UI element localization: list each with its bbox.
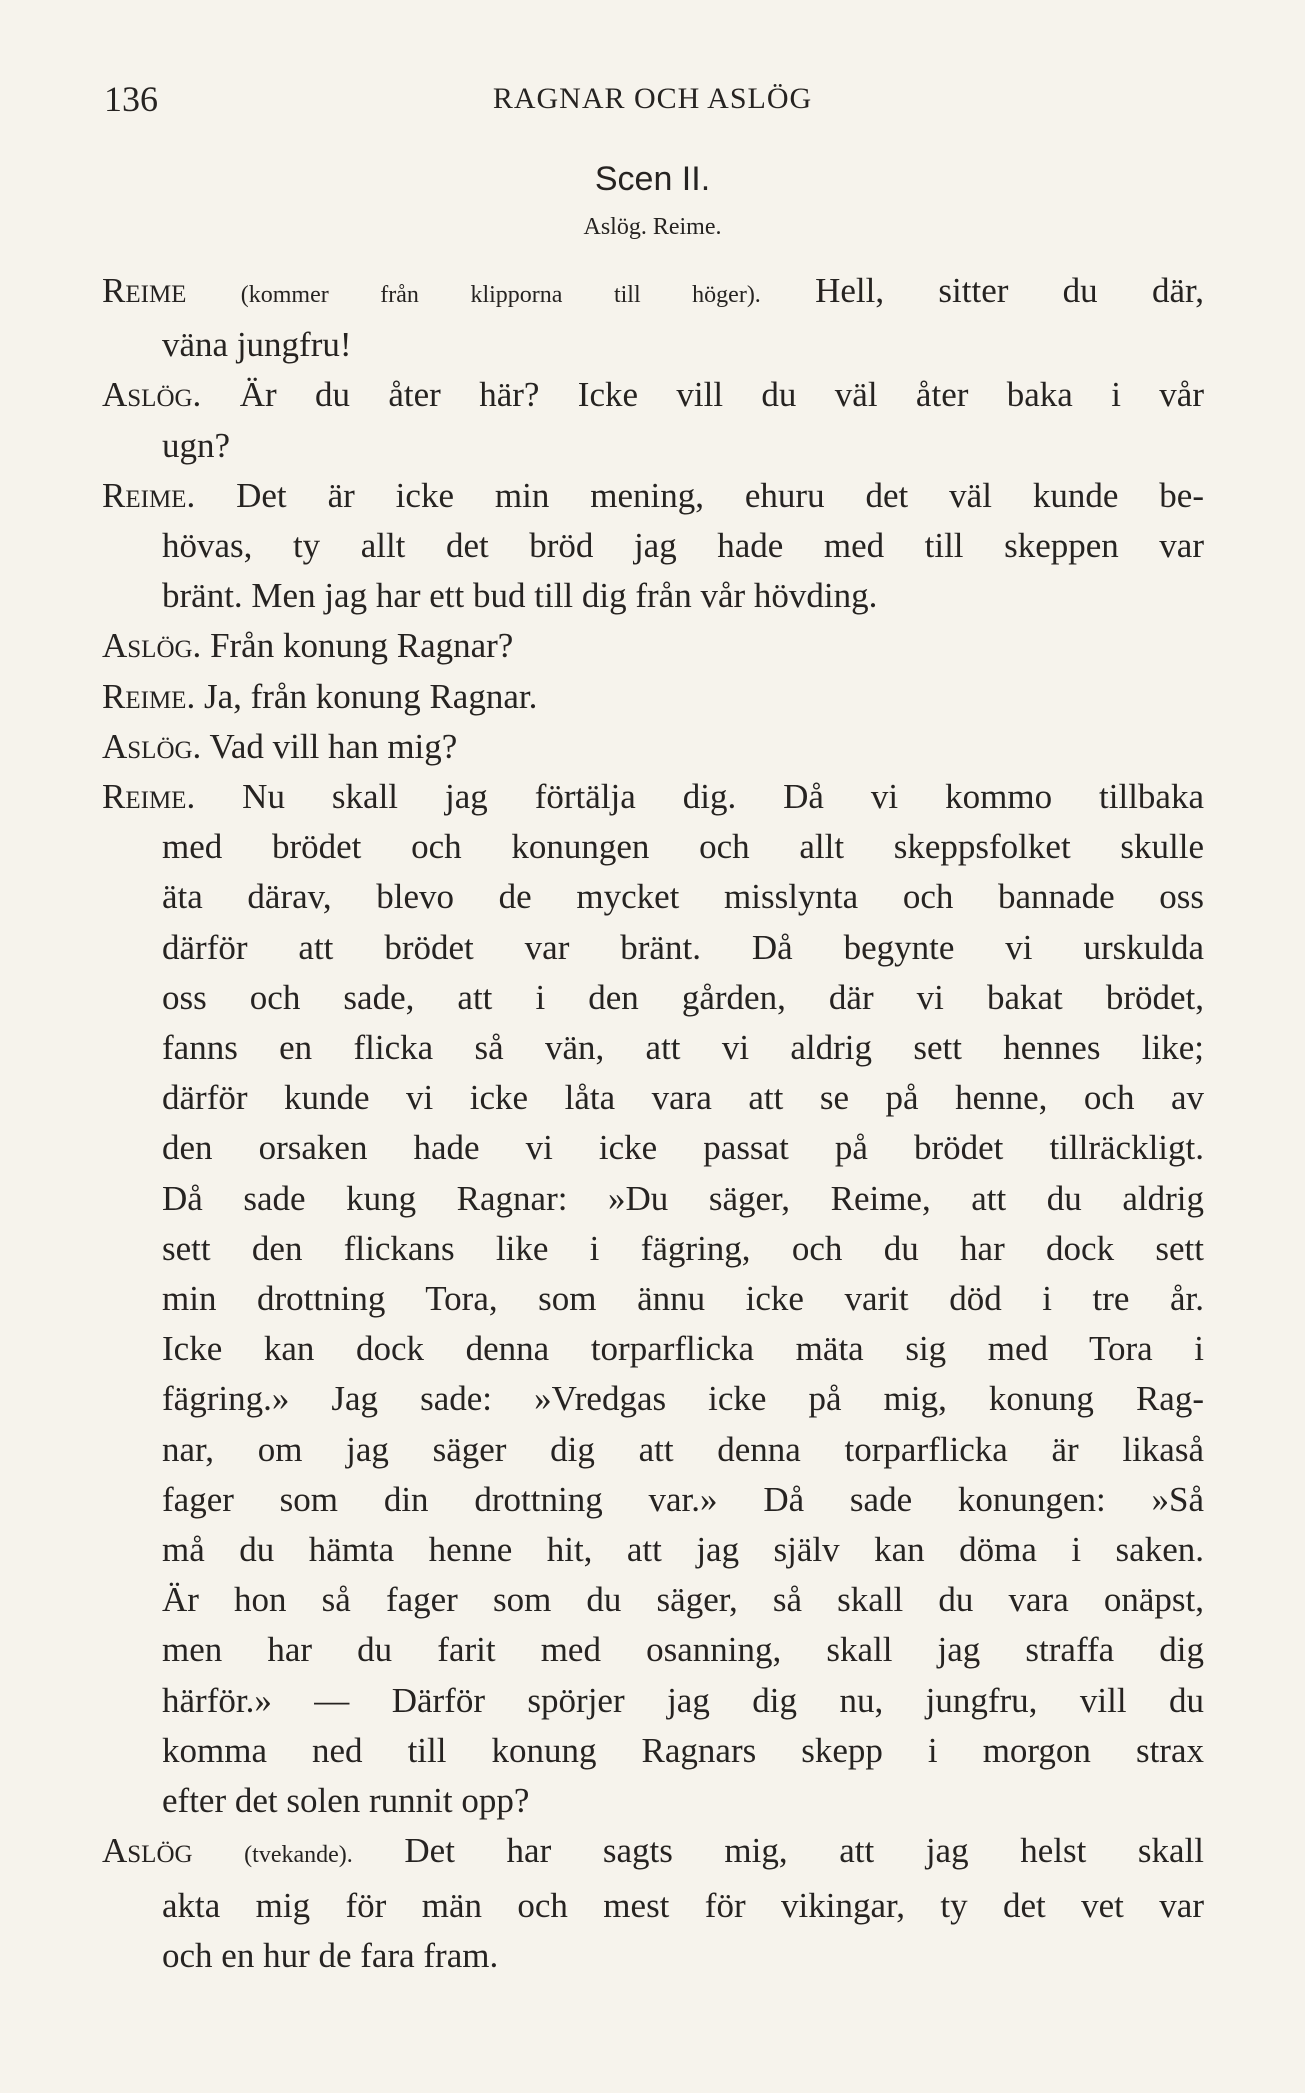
stage-direction: (kommer från klipporna till höger). (240, 282, 761, 308)
speech-text: Från konung Ragnar? (210, 626, 514, 666)
speech-text: efter det solen runnit opp? (162, 1781, 530, 1821)
speech-line (102, 1676, 1204, 1726)
speech-line (102, 923, 1204, 973)
speech-text: Är hon så fager som du säger, så skall du vara onäpst, (162, 1580, 1204, 1620)
speech-text: Icke kan dock denna torparflicka mäta sig med Tora i (162, 1329, 1204, 1369)
speech-line (102, 521, 1204, 571)
speech (102, 1826, 1204, 1981)
speech (102, 722, 1204, 772)
speech-line (102, 1776, 1204, 1826)
running-title: RAGNAR OCH ASLÖG (492, 82, 813, 115)
speech-line (102, 1324, 1204, 1374)
speech-text: men har du farit med osanning, skall jag straffa dig (162, 1630, 1204, 1670)
speech-text: hövas, ty allt det bröd jag hade med till skeppen var (162, 526, 1204, 566)
speaker-name: Reime. (102, 475, 196, 515)
speech-line (102, 1224, 1204, 1274)
speaker-name: Aslög. (102, 375, 202, 415)
speech-text: Det har sagts mig, att jag helst skall (404, 1831, 1205, 1871)
speech-text: Vad vill han mig? (209, 726, 458, 766)
scene-title: Scen II. (594, 160, 711, 198)
speech (102, 266, 1204, 370)
scene-cast: Aslög. Reime. (583, 214, 722, 240)
speech-text: Då sade kung Ragnar: »Du säger, Reime, att du aldrig (162, 1178, 1204, 1218)
speech-text: oss och sade, att i den gården, där vi bakat brödet, (162, 977, 1204, 1017)
page-header (104, 78, 1201, 128)
speech-text: väna jungfru! (162, 325, 352, 365)
speech-line (102, 822, 1204, 872)
speech-text: bränt. Men jag har ett bud till dig från vår hövding. (162, 576, 878, 616)
speech-line (102, 1374, 1204, 1424)
speech-line (102, 1123, 1204, 1173)
speech-first-line (102, 621, 1204, 671)
speech-line (102, 1073, 1204, 1123)
speech-first-line (102, 370, 1204, 420)
speech-line (102, 1174, 1204, 1224)
speech-line (102, 571, 1204, 621)
speech-text: må du hämta henne hit, att jag själv kan döma i saken. (162, 1530, 1204, 1570)
speech-first-line (102, 471, 1204, 521)
speech-line (102, 1575, 1204, 1625)
stage-direction: (tvekande). (244, 1842, 353, 1869)
speaker-name: Aslög. (102, 726, 202, 766)
speech-text: akta mig för män och mest för vikingar, ty det vet var (162, 1885, 1204, 1925)
speech-text: Det är icke min mening, ehuru det väl kunde be- (236, 475, 1204, 515)
speaker-name: Aslög (102, 1831, 193, 1871)
speech-line (102, 872, 1204, 922)
speech-first-line (102, 722, 1204, 772)
speech-text: Är du åter här? Icke vill du väl åter baka i vår (239, 375, 1204, 415)
speech-first-line (102, 672, 1204, 722)
speech-text: därför att brödet var bränt. Då begynte vi urskulda (162, 927, 1204, 967)
speech-text: med brödet och konungen och allt skeppsfolket skulle (162, 827, 1204, 867)
speech-line (102, 1931, 1204, 1981)
speaker-name: Reime (102, 271, 187, 310)
speech-text: ugn? (162, 425, 231, 465)
speech-line (102, 1726, 1204, 1776)
speech-first-line (102, 266, 1204, 320)
speaker-name: Aslög. (102, 626, 202, 666)
speech-text: min drottning Tora, som ännu icke varit död i tre år. (162, 1279, 1204, 1319)
speech-text: komma ned till konung Ragnars skepp i morgon strax (162, 1730, 1204, 1770)
speech-text: sett den flickans like i fägring, och du har dock sett (162, 1228, 1204, 1268)
speech-line (102, 1475, 1204, 1525)
speech-text: Nu skall jag förtälja dig. Då vi kommo tillbaka (242, 777, 1204, 817)
speech-text: äta därav, blevo de mycket misslynta och bannade oss (162, 877, 1204, 917)
speech-first-line (102, 772, 1204, 822)
speech-line (102, 1274, 1204, 1324)
speech (102, 471, 1204, 622)
speaker-name: Reime. (102, 777, 196, 817)
speech-line (102, 320, 1204, 370)
speech-text: nar, om jag säger dig att denna torparflicka är likaså (162, 1429, 1204, 1469)
speech-first-line (102, 1826, 1204, 1880)
speech-line (102, 973, 1204, 1023)
speech-text: den orsaken hade vi icke passat på brödet tillräckligt. (162, 1128, 1204, 1168)
speech (102, 621, 1204, 671)
speech-line (102, 1881, 1204, 1931)
speech-line (102, 1425, 1204, 1475)
speech (102, 672, 1204, 722)
speech-text: fägring.» Jag sade: »Vredgas icke på mig, konung Rag- (162, 1379, 1204, 1419)
speech (102, 370, 1204, 470)
speech-line (102, 1525, 1204, 1575)
speech-text: Ja, från konung Ragnar. (203, 676, 538, 716)
speech-line (102, 1625, 1204, 1675)
speech-text: Hell, sitter du där, (815, 271, 1205, 310)
speaker-name: Reime. (102, 676, 196, 716)
speech (102, 772, 1204, 1826)
speech-line (102, 1023, 1204, 1073)
speech-text: och en hur de fara fram. (162, 1935, 499, 1975)
speech-text: fanns en flicka så vän, att vi aldrig sett hennes like; (162, 1028, 1204, 1068)
speech-text: härför.» — Därför spörjer jag dig nu, jungfru, vill du (162, 1680, 1204, 1720)
speech-text: därför kunde vi icke låta vara att se på henne, och av (162, 1078, 1204, 1118)
play-text (102, 266, 1204, 1981)
speech-text: fager som din drottning var.» Då sade konungen: »Så (162, 1479, 1204, 1519)
speech-line (102, 421, 1204, 471)
page-number: 136 (104, 79, 158, 119)
